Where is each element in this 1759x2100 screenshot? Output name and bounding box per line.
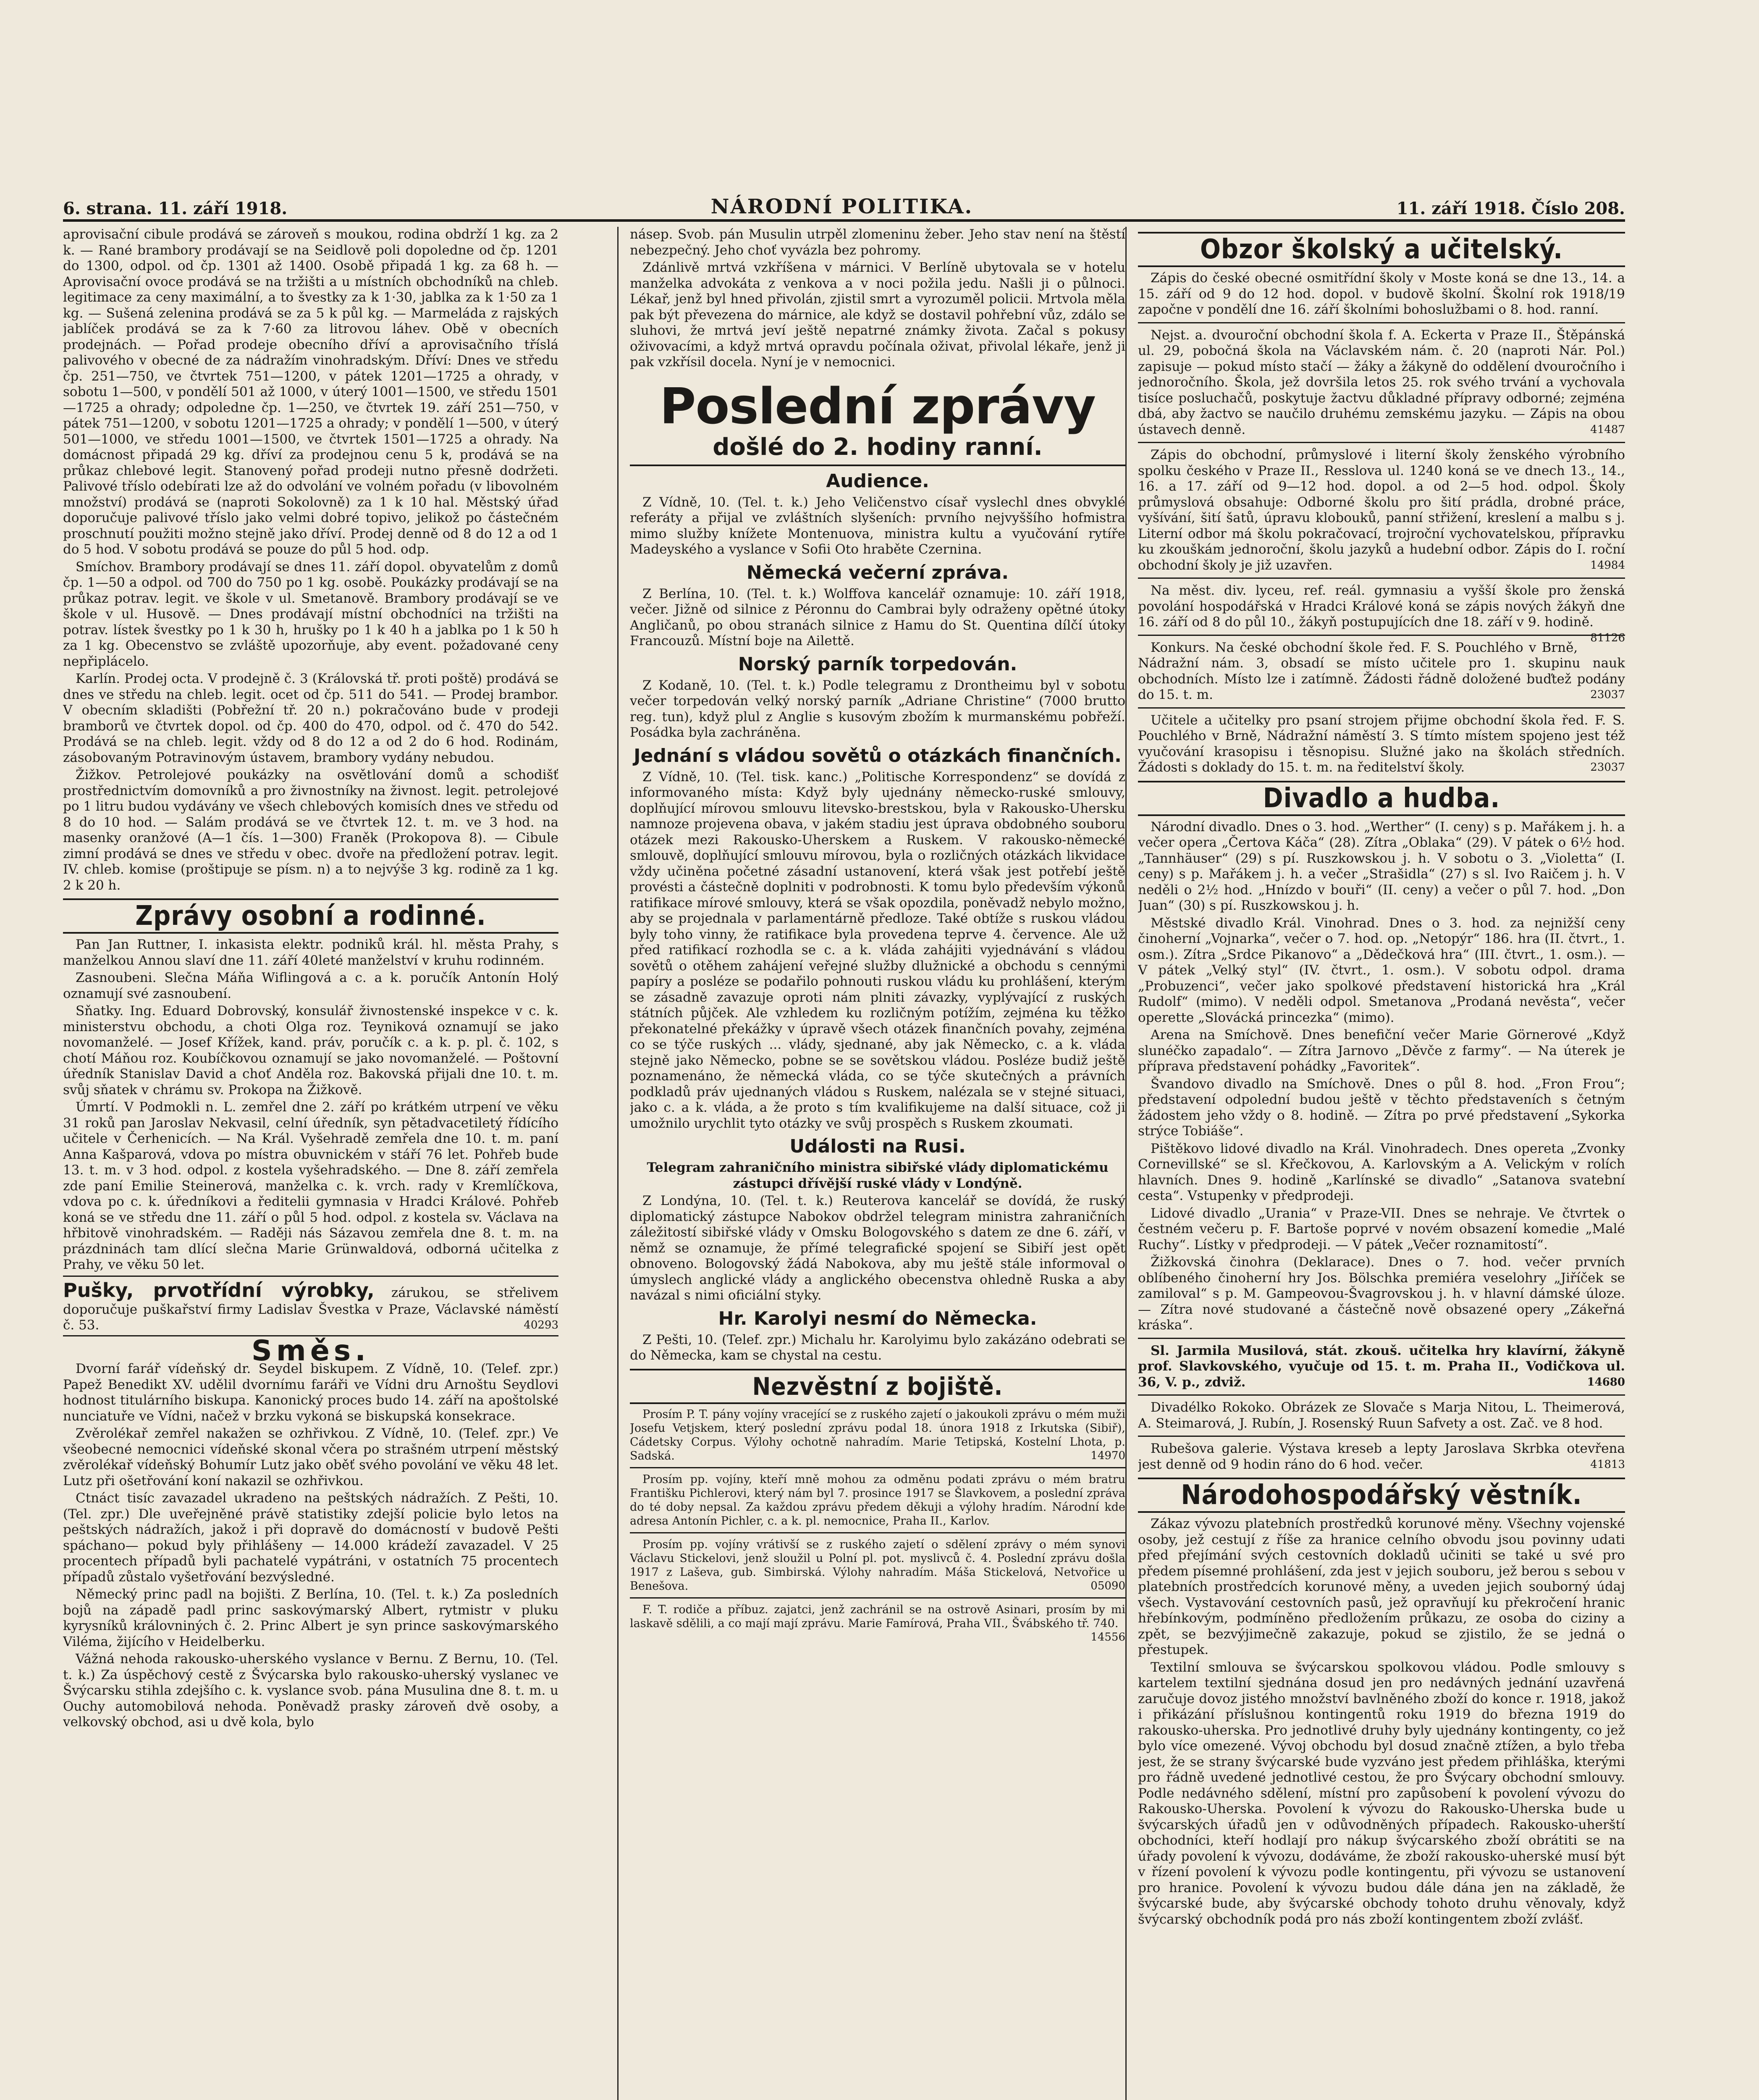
article-paragraph: Úmrtí. V Podmokli n. L. zemřel dne 2. září po krátkém utrpení ve věku 31 roků pan Jaroslav Nekvasil, celní úředník, syn pětadvacetiletý řídícího učitele v Čerhenicích. — Na Král. Vyšehradě zemřela dne 10. t. m. paní Anna Kašparová, vdova po místra obuvnickém v stáří 76 let. Pohřeb bude 13. t. m. v 3 hod. odpol. z kostela vyšehradského. — Dne 8. září zemřela zde paní Emilie Steinerová, manželka c. k. vrch. rady v Kremlíčkova, vdova po c. k. úředníkovi a ředitelii gymnasia v Hradci Králové. Pohřeb koná se ve středu dne 11. září o půl 5 hod. odpol. z kostela sv. Václava na hřbitově vinohradském. — Raději nás Sázavou zemřela dne 8. t. m. na prázdninách tam dlící slečna Marie Grünwaldová, odborná učitelka z Prahy, ve věku 50 let. (63, 1100, 558, 1272)
divider (1138, 1394, 1625, 1396)
article-paragraph: Ctnáct tisíc zavazadel ukradeno na peštských nádražích. Z Pešti, 10. (Tel. zpr.) Dle uveřejněné právě statistiky zdejší policie bylo letos na peštských nádražích, jakož i při dopravě do domácností v budově Pešti spáchano— pokud byly přihlášeny — 14.000 krádeží zavazadel. V 25 procentech případů byli pachatelé vypátráni, v ostatních 75 procentech případů zůstalo vyšetřování bezvýsledné. (63, 1491, 558, 1585)
article-paragraph: Německý princ padl na bojišti. Z Berlína, 10. (Tel. t. k.) Za posledních bojů na západě padl princ saskovýmarský Albert, rytmistr v pluku kyrysníků královniných č. 2. Princ Albert je syn prince saskovýmarského Viléma, žijícího v Heidelberku. (63, 1587, 558, 1649)
notice-paragraph: Konkurs. Na české obchodní škole řed. F. S. Pouchlého v Brně, Nádražní nám. 3, obsadí se místo učitele pro 1. skupinu nauk obchodních. Místo lze i zatímně. Žádosti řádně doložené buďtež podány do 15. t. m. 23037 (1138, 640, 1625, 702)
divider (630, 1532, 1125, 1533)
column-1 (63, 227, 558, 2100)
section-heading-theatre: Divadlo a hudba. (1138, 781, 1625, 816)
notice-paragraph: Zápis do české obecné osmitřídní školy v Moste koná se dne 13., 14. a 15. září od 9 do 12 hod. dopol. v budově školní. Školní rok 1918/19 započne v pondělí dne 16. září školními bohoslužbami o 8. hod. ranní. (1138, 270, 1625, 317)
ad-number: 40293 (524, 1319, 558, 1331)
article-paragraph: Žižkovská činohra (Deklarace). Dnes o 7. hod. večer prvních oblíbeného činoherní hry Jos. Bölschka premiéra veselohry „Jiříček se zamiloval“ s p. M. Gampeovou-Švagrovskou j. h. v hlavní dámské úloze. — Zítra nové studované a částečně nově obsazené opery „Zákeřná kráska“. (1138, 1255, 1625, 1333)
article-paragraph: Textilní smlouva se švýcarskou spolkovou vládou. Podle smlouvy s kartelem textilní sjednána dosud jen pro nedávných jednání uzavřená zaručuje dovoz jistého množství bavlněného zboží do konce r. 1918, jakož i přikázání příslušnou kontingentů roku 1919 do března 1919 do rakousko-uherska. Pro jednotlivé druhy byly ujednány kontingenty, co jež bylo více omezené. Vývoj obchodu byl dosud značně ztížen, a bylo třeba jest, že se strany švýcarské bude vyzváno jest předem přihláška, kterými pro řádně uvedené jednotlivé cestou, že pro Švýcary obchodní smlouvy. Podle nedávného sdělení, místní pro zapůsobení k povolení vývozu do Rakousko-Uherska. Povolení k vývozu do Rakousko-Uherska bude u švýcarských úřadů jen v odůvodněných případech. Rakousko-uherští obchodníci, kteří hodlají pro nákup švýcarského zboží obrátiti se na úřady povolení k vývozu, dodáváme, že zboží rakousko-uherské musí být v řízení povolení k vývozu podle kontingentu, při vývozu se ustanovení pro hranice. Povolení k vývozu budou dále dána jen na základě, že švýcarské bude, aby švýcarské obchody tohoto druhu věnovaly, když švýcarský obchodník podá pro nás zboží kontingentem zboží zvlášť. (1138, 1659, 1625, 1927)
notice-paragraph: F. T. rodiče a příbuz. zajatci, jenž zachránil se na ostrově Asinari, prosím by mi laskavě sdělili, a co mají mají zprávu. Marie Famírová, Praha VII., Švábského tř. 740. 14556 (630, 1603, 1125, 1643)
section-heading-missing: Nezvěstní z bojiště. (630, 1369, 1125, 1404)
article-subheading: Telegram zahraničního ministra sibiřské vlády diplomatickému zástupci dřívější ruské vlády v Londýně. (647, 1160, 1109, 1191)
notice-paragraph: Rubešova galerie. Výstava kreseb a lepty Jaroslava Skrbka otevřena jest denně od 9 hodin ráno do 6 hod. večer. 41813 (1138, 1441, 1625, 1472)
column-rule (1125, 227, 1127, 2100)
section-heading-smes: Směs. (251, 1334, 370, 1368)
divider (1138, 707, 1625, 709)
article-paragraph: Smíchov. Brambory prodávají se dnes 11. září dopol. obyvatelům z domů čp. 1—50 a odpol. od 700 do 750 po 1 kg. osobě. Poukázky prodávají se na průkaz potrav. legit. ve škole v ul. Smetanově. Brambory prodávají se ve škole v ul. Husově. — Dnes prodávají místní obchodníci na tržišti na potrav. lístek švestky po 1 k 30 h, hrušky po 1 k 40 h a jablka po 1 k 50 h za 1 kg. Obecenstvo se zvláště upozorňuje, aby event. požadované ceny nepřiplácelo. (63, 559, 558, 669)
section-heading-school: Obzor školský a učitelský. (1138, 232, 1625, 267)
ad-title: Pušky, prvotřídní výrobky, (63, 1278, 375, 1302)
article-paragraph: Dvorní farář vídeňský dr. Seydel biskupem. Z Vídně, 10. (Telef. zpr.) Papež Benedikt XV. udělil dvornímu faráři ve Vídni dru Arnoštu Seydlovi hodnost titulárního biskupa. Kanonický proces budo 14. září na apoštolské nunciatuře ve Vídni, načež v brzku vykoná se biskupská konsekrace. (63, 1361, 558, 1424)
article-paragraph: Zákaz vývozu platebních prostředků korunové měny. Všechny vojenské osoby, jež cestují z říše za hranice celního obvodu jsou povinny udati před přejímání svých cestovních dokladů učiniti se také u své pro předem písemné prohlášení, zda jest v jejich souboru, jež berou s sebou v platebních prostředcích korunové měny, a uveden jejich souborný údaj všech. Vystavování cestovních pasů, jež opravňují ku překročení hranic hřebínkovým, podmíněno předložením průkazu, ze osoba do ciziny a zpět, se bezvýjimečně zakazuje, pokud se zjistilo, že se jedná o přestupek. (1138, 1516, 1625, 1657)
advertisement (63, 1276, 558, 1336)
article-paragraph: Pištěkovo lidové divadlo na Král. Vinohradech. Dnes opereta „Zvonky Cornevillské“ se sl. Křečkovou, A. Karlovským a A. Velickým v rolích hlavních. Dnes 9. hodině „Karlínské se divadlo“ „Satanova svatební cesta“. Vstupenky v předprodeji. (1138, 1141, 1625, 1203)
article-paragraph: Z Kodaně, 10. (Tel. t. k.) Podle telegramu z Drontheimu byl v sobotu večer torpedován velký norský parník „Adriane Christine“ (7000 brutto reg. tun), když plul z Anglie s kusovým zbožím k murmanskému pobřeží. Posádka byla zachráněna. (630, 677, 1125, 740)
column-3 (1138, 227, 1625, 2100)
article-paragraph: Karlín. Prodej octa. V prodejně č. 3 (Královská tř. proti poště) prodává se dnes ve středu na chleb. legit. ocet od čp. 511 do 541. — Prodej brambor. V obecním skladišti (Pobřežní tř. 20 n.) pokračováno bude v prodeji bramborů ve čtvrtek dopol. od čp. 400 do 470, odpol. od č. 470 do 542. Prodává se na chleb. legit. vždy od 8 do 12 a od 2 do 6 hod. Rodinám, zásobovaným Potravinovým ústavem, brambory vydány nebudou. (63, 671, 558, 765)
notice-paragraph: Divadélko Rokoko. Obrázek ze Slovače s Marja Nitou, L. Theimerová, A. Steimarová, J. Rubín, J. Rosenský Ruun Safvety a ost. Zač. ve 8 hod. (1138, 1400, 1625, 1431)
article-paragraph: Arena na Smíchově. Dnes benefiční večer Marie Görnerové „Když slunéčko zapadalo“. — Zítra Jarnovo „Děvče z farmy“. — Na úterek je příprava představení pohádky „Favoritek“. (1138, 1027, 1625, 1074)
running-head (63, 185, 1625, 218)
divider (630, 1597, 1125, 1599)
article-heading: Hr. Karolyi nesmí do Německa. (718, 1307, 1037, 1329)
column-rule (617, 227, 619, 2100)
article-paragraph: Lidové divadlo „Urania“ v Praze-VII. Dnes se nehraje. Ve čtvrtek o čestném večeru p. F. Bartoše poprvé v novém obsazení komedie „Malé Ruchy“. Lístky v předprodeji. — V pátek „Večer roznamitostí“. (1138, 1205, 1625, 1252)
divider (1138, 322, 1625, 323)
notice-paragraph: Sl. Jarmila Musilová, stát. zkouš. učitelka hry klavírní, žákyně prof. Slavkovského, vyučuje od 15. t. m. Praha II., Vodičkova ul. 36, V. p., zdviž. 14680 (1138, 1343, 1625, 1390)
article-paragraph: Zasnoubeni. Slečna Máňa Wiflingová a c. a k. poručík Antonín Holý oznamují své zasnoubení. (63, 970, 558, 1001)
article-paragraph: Z Vídně, 10. (Tel. t. k.) Jeho Veličenstvo císař vyslechl dnes obvyklé referáty a přijal ve zvláštních slyšeních: prvního nejvyššího hofmistra mimo služby knížete Montenuova, ministra kultu a vyučování rytíře Madeyského a vyslance v Sofii Oto hraběte Czernina. (630, 494, 1125, 557)
article-paragraph: Z Vídně, 10. (Tel. tisk. kanc.) „Politische Korrespondenz“ se dovídá z informovaného místa: Když byly ujednány německo-ruské smlouvy, doplňující mírovou smlouvu litevsko-brestskou, byla v Rakousko-Uhersku namnoze projevena obava, v jakém stadiu jest úprava obdobného souboru otázek mezi Rakousko-Uherskem a Ruskem. V rakousko-německé smlouvě, doplňující smlouvu mírovou, byla o rozličných otázkách likvidace vždy učiněna početné zásadní ustanovení, která však jest potřebí ještě provésti a částečně doplniti v podrobnosti. K tomu bylo především výkonů ratifikace mírové smlouvy, která se však opozdila, poněvadž nebylo možno, aby se projednala v parlamentárně předloze. Také obtíže s ruskou vládou byly toho vinny, že ratifikace byla provedena teprve 4. července. Ale už před ratifikací rozhodla se c. a k. vláda zahájiti vyjednávání s vládou sovětů o otěhem zahájení veřejné služby dlužnické a obchodu s cennými papíry a posléze se podařilo pohnouti ruskou vládu ku prohlášení, kterým se zásadně zavazuje oproti nám plniti závazky, vyplývající z ruských státních půjček. Ale vzhledem ku rozličným potížím, zejména ku těžko překonatelné překážky v úpravě všech otázek finančních povahy, zejména co se týče ruských ... vlády, sjednané, aby jak Německo, c. a k. vláda stejně jako Německo, pobne se se sovětskou vládou. Posléze budiž ještě poznamenáno, že německá vláda, co se týče skutečných a právních podkladů práv ujednaných vládou s Ruskem, nalézala se v stejné situaci, jako c. a k. vláda, a že proto s tím kvalifikujeme na další situace, což ji umožnilo urychlit tyto otázky ve svůj prospěch s Ruskem zkoumati. (630, 769, 1125, 1131)
article-paragraph: Žižkov. Petrolejové poukázky na osvětlování domů a schodišť prostřednictvím domovníků a pro živnostníky na živnost. legit. petrolejové po 1 litru budou vydávány ve všech chlebových komisích dnes ve středu od 8 do 10 hod. — Salám prodává se ve čtvrtek 12. t. m. ve 3 hod. na masenky oranžové (A—1 čís. 1—300) Franěk (Prokopova 8). — Cibule zimní prodává se dnes ve středu v obec. dvoře na předložení potrav. legit. IV. chleb. komise (proštipuje se písm. n) a to nejvýše 3 kg. rodině za 1 kg. 2 k 20 h. (63, 767, 558, 893)
article-paragraph: Zvěrolékař zemřel nakažen se ozhřivkou. Z Vídně, 10. (Telef. zpr.) Ve všeobecné nemocnici vídeňské skonal včera po strašném utrpení městský zvěrolékař vídeňský Bohumír Lutz jako oběť svého povolání ve věku 48 let. Lutz při ošetřování koní nakazil se ozhřivkou. (63, 1426, 558, 1488)
article-paragraph: Zdánlivě mrtvá vzkříšena v márnici. V Berlíně ubytovala se v hotelu manželka advokáta z venkova a v noci požila jedu. Našli ji o půlnoci. Lékař, jenž byl hned přivolán, zjistil smrt a vyrozuměl policii. Mrtvola měla pak být převezena do márnice, ale když se dostavil pohřební vůz, zdálo se sluhovi, že mrtvá jeví ještě nepatrné známky života. Začal s pokusy oživovacími, a když mrtvá opravdu počínala oživat, přivolal lékaře, jenž ji pak vzkřísil docela. Nyní je v nemocnici. (630, 260, 1125, 370)
notice-paragraph: Prosím P. T. pány vojíny vracející se z ruského zajetí o jakoukoli zprávu o mém muži Josefu Vetjskem, který poslední zprávu podal 18. února 1918 z Irkutska (Sibiř), Cádetsky Corpus. Výlohy ochotně nahradím. Marie Tetipská, Kostelní Lhota, p. Sadská. 14970 (630, 1407, 1125, 1462)
article-heading: Jednání s vládou sovětů o otázkách finančních. (634, 745, 1122, 766)
header-left: 6. strana. 11. září 1918. (63, 199, 288, 218)
masthead-title: NÁRODNÍ POLITIKA. (710, 195, 973, 218)
article-paragraph: Švandovo divadlo na Smíchově. Dnes o půl 8. hod. „Fron Frou“; představení odpolední budou ještě v těchto představeních s četným žádostem jeho vždy o 8. hodině. — Zítra po prvé představení „Sykorka strýce Tobiáše“. (1138, 1076, 1625, 1139)
article-paragraph: Sňatky. Ing. Eduard Dobrovský, konsulář živnostenské inspekce v c. k. ministerstvu obchodu, a choti Olga roz. Teyniková oznamují se jako novomanželé. — Josef Křížek, kand. práv, poručík c. a k. p. pl. č. 102, s chotí Máňou roz. Koubíčkovou oznamují se jako novomanželé. — Poštovní úředník Stanislav David a choť Anděla roz. Bakovská přijali dne 10. t. m. svůj sňatek v chrámu sv. Prokopa na Žižkově. (63, 1003, 558, 1097)
divider (1138, 578, 1625, 579)
notice-paragraph: Na měst. div. lyceu, ref. reál. gymnasiu a vyšší škole pro ženská povolání hospodářská v Hradci Králové koná se zápis nových žákyň dne 16. září od 8 do půl 10., žákyň postupujících dne 18. září v 9. hodině. 81126 (1138, 583, 1625, 644)
section-heading-economy: Národohospodářský věstník. (1138, 1478, 1625, 1513)
section-heading-personal: Zprávy osobní a rodinné. (63, 898, 558, 934)
divider (1138, 442, 1625, 443)
article-paragraph: Městské divadlo Král. Vinohrad. Dnes o 3. hod. za nejnižší ceny činoherní „Vojnarka“, večer o 7. hod. op. „Netopýr“ 186. hra (II. čtvrt., 1. osm.). Zítra „Srdce Pikanovo“ a „Dědečková hra“ (III. čtvrt., 1. osm.). — V pátek „Velký styl“ (IV. čtvrt., 1. osm.). V sobotu odpol. drama „Probuzenci“, večer jako spolkové představení historická hra „Král Rudolf“ (mimo). V neděli odpol. Smetanova „Prodaná nevěsta“, večer operette „Slovácká princezka“ (mimo). (1138, 915, 1625, 1025)
column-2 (630, 227, 1125, 2100)
article-paragraph: Z Pešti, 10. (Telef. zpr.) Michalu hr. Karolyimu bylo zakázáno odebrati se do Německa, kam se chystal na cestu. (630, 1332, 1125, 1363)
notice-paragraph: Zápis do obchodní, průmyslové i literní školy ženského výrobního spolku českého v Praze II., Resslova ul. 1240 koná se ve dnech 13., 14., 16. a 17. září od 9—12 hod. dopol. a od 2—5 hod. odpol. Školy průmyslová obsahuje: Odborné školu pro šití prádla, drobné práce, vyšívání, šití šatů, úpravu klobouků, panní střižení, kreslení a malbu s j. Literní odbor má školu pokračovací, trojroční vychovatelskou, přípravku ku zkouškám jednoroční, školu jazyků a hudební odbor. Zápis do I. roční obchodní školy je již uzavřen. 14984 (1138, 447, 1625, 573)
ad-text: zárukou, se střelivem doporučuje puškařství firmy Ladislav Švestka v Praze, Václavské náměstí č. 53. (63, 1285, 558, 1333)
divider (1138, 1436, 1625, 1437)
article-paragraph: aprovisační cibule prodává se zároveň s moukou, rodina obdrží 1 kg. za 2 k. — Rané brambory prodávají se na Seidlově poli dopoledne od čp. 1201 do 1300, odpol. od čp. 1301 až 1400. Osobě připadá 1 kg. za 68 h. — Aprovisační ovoce prodává se na tržišti a u místních obchodníků na chleb. legitimace za ceny maximální, a to švestky za k 1·30, jablka za k 1·50 za 1 kg. — Sušená zelenina prodává se za 5 k půl kg. — Marmeláda z rajských jablíček prodává se za k 7·60 za litrovou láhev. Obě v obecních prodejnách. — Pořad prodeje obecního dříví a aprovisačního tříslá palivového v obecné de za nádražím vinohradským. Dříví: Dnes ve středu čp. 251—750, ve čtvrtek 751—1200, v pátek 1201—1725 a ohrady, v sobotu 1—500, v pondělí 501 až 1000, v úterý 1001—1500, ve středu 1501—1725 a ohrady; odpoledne čp. 1—250, ve čtvrtek 19. září 251—750, v pátek 751—1200, v sobotu 1201—1725 a ohrady; v pondělí 1—500, v úterý 501—1000, ve středu 1001—1500, ve čtvrtek 1501—1725 a ohrady. Na domácnost připadá 29 kg. dříví za prodejnou cenu 5 k, prodává se na průkaz chlebové legit. Stanovený pořad prodeji nutno přesně dodržeti. Palivové tříslo odebírati lze až do odvolání ve volném pořadu (v libovolném množství) prodává se (naproti Sokolovně) za 1 k 10 hal. Městský úřad doporučuje palivové tříslo jako velmi dobré topivo, jelikož po částečném proschnutí použiti možno stejně jako dříví. Prodej denně od 8 do 12 a od 1 do 5 hod. V sobotu prodává se pouze do půl 5 hod. odp. (63, 227, 558, 557)
article-paragraph: Vážná nehoda rakousko-uherského vyslance v Bernu. Z Bernu, 10. (Tel. t. k.) Za úspěchový cestě z Švýcarska bylo rakousko-uherský vyslanec ve Švýcarsku stihla zdejšího c. k. vyslance svob. pána Musulina dne 8. t. m. u Ouchy automobilová nehoda. Poněvadž prasky zároveň dvě osoby, a velkovský obchod, asi u dvě kola, bylo (63, 1651, 558, 1730)
divider (630, 1467, 1125, 1468)
header-right: 11. září 1918. Číslo 208. (1396, 199, 1625, 218)
article-paragraph: Z Berlína, 10. (Tel. t. k.) Wolffova kancelář oznamuje: 10. září 1918, večer. Jižně od silnice z Péronnu do Cambrai byly odraženy opětné útoky Angličanů, po obou stranách silnice z Hamu do St. Quentina dílčí útoky Francouzů. Místní boje na Ailettě. (630, 586, 1125, 648)
notice-paragraph: Nejst. a. dvouroční obchodní škola f. A. Eckerta v Praze II., Štěpánská ul. 29, pobočná škola na Václavském nám. č. 20 (naproti Nár. Pol.) zapisuje — pokud místo stačí — žáky a žákyně do oddělení dvouročního i jednoročního. Škola, jež dovršila letos 25. rok svého trvání a vychovala tisíce posluchačů, poskytuje žactvu důkladné přípravy odborné; zejména dbá, aby žactvo se naučilo druhému zemskému jazyku. — Zápis na obou ústavech denně. 41487 (1138, 327, 1625, 437)
header-rule (63, 219, 1625, 222)
article-paragraph: Národní divadlo. Dnes o 3. hod. „Werther“ (I. ceny) s p. Mařákem j. h. a večer opera „Čertova Káča“ (28). Zítra „Oblaka“ (29). V pátek o 6½ hod. „Tannhäuser“ (29) s pí. Ruszkowskou j. h. V sobotu o 3. „Violetta“ (I. ceny) s p. Mařákem j. h. a večer „Strašidla“ (27) s sl. Ivo Raičem j. h. V neděli o 2½ hod. „Hnízdo v bouři“ (II. ceny) a večer o půl 7. hod. „Don Juan“ (30) s pí. Ruszkowskou j. h. (1138, 819, 1625, 913)
latest-news-title: Poslední zprávy (659, 377, 1096, 435)
divider (1138, 1338, 1625, 1339)
article-heading: Norský parník torpedován. (738, 653, 1017, 675)
article-heading: Německá večerní zpráva. (746, 562, 1009, 583)
notice-paragraph: Prosím pp. vojíny, kteří mně mohou za odměnu podati zprávu o mém bratru Františku Pichlerovi, který nám byl 7. prosince 1917 se Šlavkovem, a poslední zpráva do té doby nepsal. Za každou zprávu předem děkuji a výlohy hradím. Národní kde adresa Antonín Pichler, c. a k. pl. nemocnice, Praha II., Karlov. (630, 1473, 1125, 1528)
notice-paragraph: Prosím pp. vojíny vrátivší se z ruského zajetí o sdělení zprávy o mém synovi Václavu Stickelovi, jenž sloužil u Polní pl. pot. myslivců č. 4. Poslední zprávu došla 1917 z Laševa, gub. Simbirská. Výlohy nahradím. Máša Stickelová, Netvořice u Benešova. 05090 (630, 1538, 1125, 1593)
article-heading: Audience. (826, 470, 929, 492)
latest-news-subtitle: došlé do 2. hodiny ranní. (630, 433, 1125, 466)
article-paragraph: násep. Svob. pán Musulin utrpěl zlomeninu žeber. Jeho stav není na štěstí nebezpečný. Jeho choť vyvázla bez pohromy. (630, 227, 1125, 258)
notice-paragraph: Učitele a učitelky pro psaní strojem přijme obchodní škola řed. F. S. Pouchlého v Brně, Nádražní náměstí 3. S tímto místem spojeno jest též vyučování krasopisu i těsnopisu. Služné jako na školách středních. Žádosti s doklady do 15. t. m. na ředitelství školy. 23037 (1138, 712, 1625, 775)
article-paragraph: Pan Jan Ruttner, I. inkasista elektr. podniků král. hl. města Prahy, s manželkou Annou slaví dne 11. září 40leté manželství v kruhu rodinném. (63, 937, 558, 968)
divider (1138, 635, 1625, 636)
article-heading: Události na Rusi. (789, 1136, 966, 1157)
article-paragraph: Z Londýna, 10. (Tel. t. k.) Reuterova kancelář se dovídá, že ruský diplomatický zástupce Nabokov obdržel telegram ministra zahraničních záležitostí sibiřské vlády v Omsku Bologovského s datem ze dne 6. září, v němž se oznamuje, že přímé telegrafické spojení se Sibiří jest opět obnoveno. Bologovský žádá Nabokova, aby mu ještě stále informoval o úmyslech anglické vlády a anglického obecenstva ohledně Ruska a aby navázal s nimi oficiální styky. (630, 1193, 1125, 1303)
